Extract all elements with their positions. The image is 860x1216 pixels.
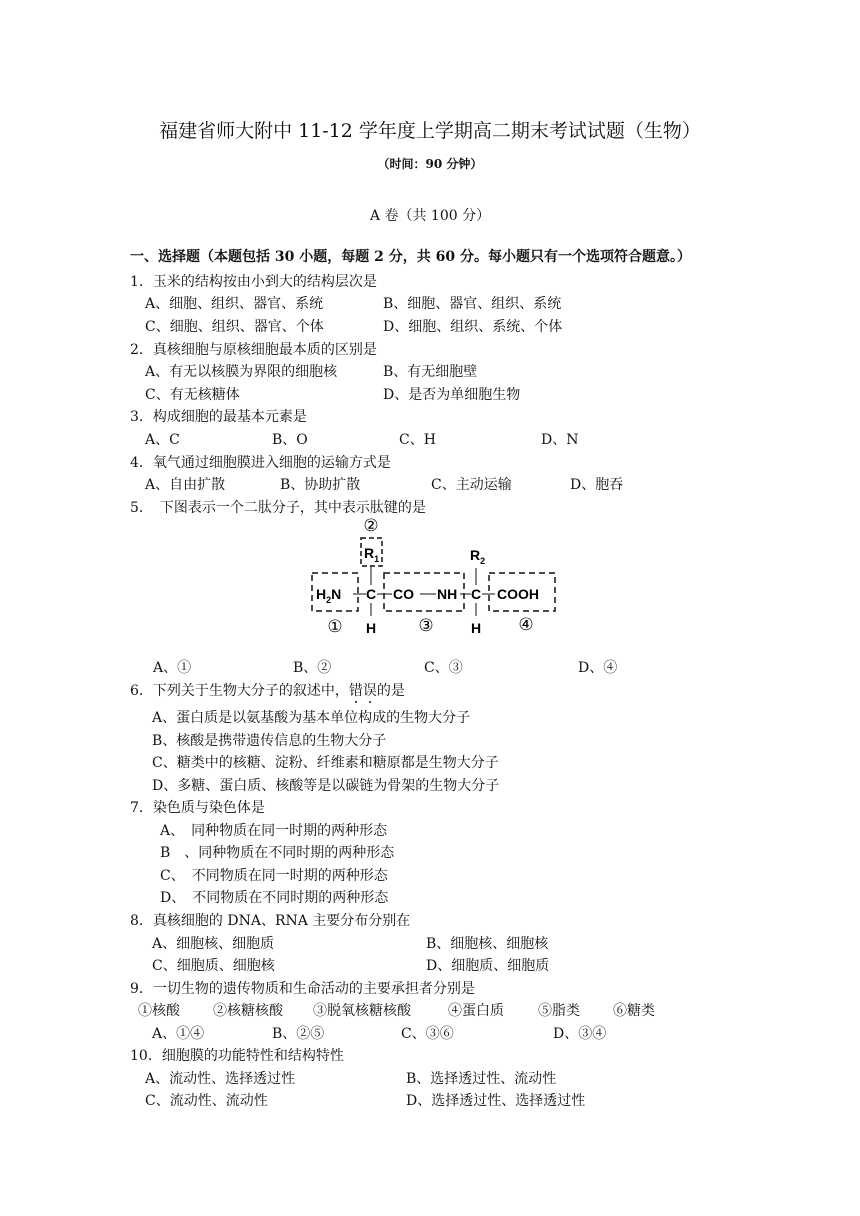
question-6-option-a: A、蛋白质是以氨基酸为基本单位构成的生物大分子 — [152, 710, 471, 726]
question-1-option-b: B、细胞、器官、组织、系统 — [383, 296, 562, 312]
question-2-option-c: C、有无核糖体 — [145, 387, 240, 403]
question-5-option-c: C、③ — [424, 660, 463, 676]
question-4-stem: 4．氧气通过细胞膜进入细胞的运输方式是 — [130, 455, 391, 471]
question-2-option-d: D、是否为单细胞生物 — [383, 387, 521, 403]
question-4-option-d: D、胞吞 — [570, 477, 624, 493]
question-10-option-a: A、流动性、选择透过性 — [145, 1071, 296, 1087]
question-8-stem: 8．真核细胞的 DNA、RNA 主要分布分别在 — [130, 913, 411, 929]
question-1-option-a: A、细胞、组织、器官、系统 — [145, 296, 324, 312]
exam-duration: （时间：90 分钟） — [377, 157, 483, 171]
r2-group: $R_2$ — [470, 547, 486, 566]
question-9-item-3: ③脱氧核糖核酸 — [313, 1003, 411, 1019]
question-2-stem: 2．真核细胞与原核细胞最本质的区别是 — [130, 342, 377, 358]
question-1-option-d: D、细胞、组织、系统、个体 — [383, 319, 563, 335]
label-circle-2: ② — [363, 516, 379, 535]
label-circle-1: ① — [327, 617, 343, 636]
question-8-option-c: C、细胞质、细胞核 — [152, 958, 275, 974]
question-3-option-b: B、O — [272, 432, 308, 448]
question-9-item-5: ⑤脂类 — [538, 1003, 580, 1019]
question-3-option-c: C、H — [399, 432, 436, 448]
question-9-item-6: ⑥糖类 — [613, 1003, 655, 1019]
alpha-carbon-2: C — [470, 586, 482, 602]
question-9-option-c: C、③⑥ — [401, 1026, 454, 1042]
hydrogen-1: H — [365, 620, 377, 636]
co-group: CO — [393, 586, 414, 602]
question-7-option-a: A、 同种物质在同一时期的两种形态 — [160, 823, 388, 839]
question-8-option-a: A、细胞核、细胞质 — [152, 936, 275, 952]
page-title: 福建省师大附中 11-12 学年度上学期高二期末考试试题（生物） — [159, 120, 701, 142]
question-5-option-b: B、② — [293, 660, 332, 676]
question-7-option-b: B 、同种物质在不同时期的两种形态 — [160, 845, 395, 861]
question-2-option-a: A、有无以核膜为界限的细胞核 — [145, 364, 338, 380]
question-6-option-c: C、糖类中的核糖、淀粉、纤维素和糖原都是生物大分子 — [152, 755, 499, 771]
emphasis-char: 误 — [362, 683, 377, 699]
question-9-item-4: ④蛋白质 — [448, 1003, 504, 1019]
carboxyl-group: COOH — [497, 586, 539, 602]
question-9-option-d: D、③④ — [553, 1026, 607, 1042]
question-4-option-c: C、主动运输 — [431, 477, 512, 493]
question-10-option-c: C、流动性、流动性 — [145, 1093, 268, 1109]
question-3-stem: 3．构成细胞的最基本元素是 — [130, 409, 307, 425]
question-5-option-d: D、④ — [578, 660, 618, 676]
question-2-option-b: B、有无细胞壁 — [383, 364, 478, 380]
question-5-option-a: A、① — [153, 660, 192, 676]
question-8-option-d: D、细胞质、细胞质 — [426, 958, 550, 974]
question-5-stem: 5． 下图表示一个二肽分子，其中表示肽键的是 — [130, 500, 426, 516]
question-3-option-d: D、N — [541, 432, 579, 448]
dipeptide-diagram — [300, 512, 570, 642]
question-9-stem: 9．一切生物的遗传物质和生命活动的主要承担者分别是 — [130, 981, 475, 997]
question-4-option-b: B、协助扩散 — [280, 477, 361, 493]
hydrogen-2: H — [470, 620, 482, 636]
volume-heading: A 卷（共 100 分） — [369, 208, 491, 224]
question-7-option-d: D、 不同物质在不同时期的两种形态 — [160, 890, 389, 906]
label-circle-3: ③ — [418, 616, 434, 635]
alpha-carbon-1: C — [365, 586, 377, 602]
question-6-stem: 6．下列关于生物大分子的叙述中，错误的是 — [130, 683, 405, 699]
question-9-option-a: A、①④ — [152, 1026, 205, 1042]
question-3-option-a: A、C — [145, 432, 180, 448]
question-10-stem: 10．细胞膜的功能特性和结构特性 — [130, 1048, 344, 1064]
question-6-option-b: B、核酸是携带遗传信息的生物大分子 — [152, 733, 387, 749]
question-1-option-c: C、细胞、组织、器官、个体 — [145, 319, 324, 335]
r1-group: $R_1$ — [364, 545, 380, 564]
question-10-option-d: D、选择透过性、选择透过性 — [406, 1093, 586, 1109]
question-7-option-c: C、 不同物质在同一时期的两种形态 — [160, 868, 388, 884]
question-10-option-b: B、选择透过性、流动性 — [406, 1071, 557, 1087]
section-heading: 一、选择题（本题包括 30 小题，每题 2 分，共 60 分。每小题只有一个选项符合题意。） — [130, 249, 691, 265]
question-4-option-a: A、自由扩散 — [145, 477, 226, 493]
nh-group: NH — [437, 586, 458, 602]
question-6-option-d: D、多糖、蛋白质、核酸等是以碳链为骨架的生物大分子 — [152, 778, 500, 794]
emphasis-char: 错 — [348, 683, 363, 699]
question-9-item-2: ②核糖核酸 — [213, 1003, 283, 1019]
question-9-option-b: B、②⑤ — [272, 1026, 325, 1042]
question-1-stem: 1．玉米的结构按由小到大的结构层次是 — [130, 274, 377, 290]
amino-group: $H_2N$ — [316, 586, 342, 605]
question-9-item-1: ①核酸 — [138, 1003, 180, 1019]
question-7-stem: 7．染色质与染色体是 — [130, 800, 265, 816]
question-8-option-b: B、细胞核、细胞核 — [426, 936, 549, 952]
label-circle-4: ④ — [518, 615, 534, 634]
